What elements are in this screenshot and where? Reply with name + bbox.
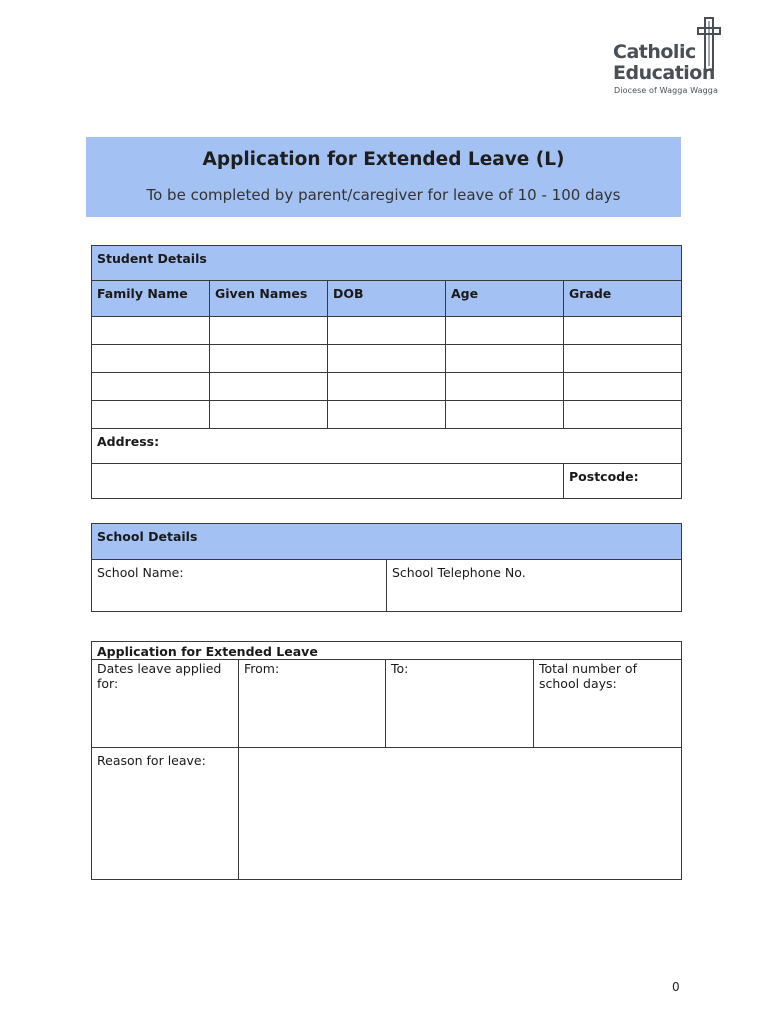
to-date-field[interactable] xyxy=(386,660,534,748)
student-row xyxy=(92,317,682,345)
school-name-field[interactable] xyxy=(92,560,387,612)
student-row xyxy=(92,345,682,373)
logo-line-3: Diocese of Wagga Wagga xyxy=(614,86,718,95)
given-names-field[interactable] xyxy=(210,345,328,373)
extended-leave-table xyxy=(91,641,682,880)
address-label: Address: xyxy=(97,434,160,449)
school-telephone-field[interactable] xyxy=(387,560,682,612)
total-school-days-label: Total number of school days: xyxy=(539,661,637,691)
dob-field[interactable] xyxy=(328,317,446,345)
school-telephone-label: School Telephone No. xyxy=(392,565,526,580)
dob-field[interactable] xyxy=(328,373,446,401)
cross-icon xyxy=(695,16,723,72)
age-field[interactable] xyxy=(446,401,564,429)
postcode-label: Postcode: xyxy=(569,469,639,484)
student-details-header: Student Details xyxy=(92,246,682,281)
school-name-label: School Name: xyxy=(97,565,184,580)
extended-leave-header: Application for Extended Leave xyxy=(92,642,682,660)
age-field[interactable] xyxy=(446,373,564,401)
total-school-days-field[interactable] xyxy=(534,660,682,748)
school-details-table xyxy=(91,523,682,612)
reason-for-leave-label: Reason for leave: xyxy=(92,748,239,880)
grade-field[interactable] xyxy=(564,317,682,345)
from-date-field[interactable] xyxy=(239,660,386,748)
from-label: From: xyxy=(244,661,280,676)
school-details-header: School Details xyxy=(92,524,682,560)
family-name-field[interactable] xyxy=(92,345,210,373)
student-details-table xyxy=(91,245,682,499)
logo-line-2: Education xyxy=(613,62,715,84)
grade-field[interactable] xyxy=(564,373,682,401)
form-title: Application for Extended Leave (L) xyxy=(202,149,565,170)
reason-for-leave-field[interactable] xyxy=(239,748,682,880)
student-row xyxy=(92,373,682,401)
column-grade: Grade xyxy=(564,281,682,317)
page-number: 0 xyxy=(672,980,680,994)
column-dob: DOB xyxy=(328,281,446,317)
grade-field[interactable] xyxy=(564,401,682,429)
postcode-field[interactable] xyxy=(564,464,682,499)
given-names-field[interactable] xyxy=(210,373,328,401)
dates-applied-label: Dates leave applied for: xyxy=(92,660,239,748)
catholic-education-logo xyxy=(613,16,731,98)
age-field[interactable] xyxy=(446,317,564,345)
given-names-field[interactable] xyxy=(210,317,328,345)
dob-field[interactable] xyxy=(328,401,446,429)
age-field[interactable] xyxy=(446,345,564,373)
family-name-field[interactable] xyxy=(92,373,210,401)
dob-field[interactable] xyxy=(328,345,446,373)
address-field[interactable] xyxy=(92,429,682,464)
column-age: Age xyxy=(446,281,564,317)
column-family-name: Family Name xyxy=(92,281,210,317)
student-row xyxy=(92,401,682,429)
logo-line-1: Catholic xyxy=(613,41,696,63)
form-subtitle: To be completed by parent/caregiver for leave of 10 - 100 days xyxy=(146,186,621,204)
family-name-field[interactable] xyxy=(92,401,210,429)
given-names-field[interactable] xyxy=(210,401,328,429)
column-given-names: Given Names xyxy=(210,281,328,317)
address-line-2-field[interactable] xyxy=(92,464,564,499)
family-name-field[interactable] xyxy=(92,317,210,345)
to-label: To: xyxy=(391,661,409,676)
form-title-banner xyxy=(86,137,681,217)
grade-field[interactable] xyxy=(564,345,682,373)
